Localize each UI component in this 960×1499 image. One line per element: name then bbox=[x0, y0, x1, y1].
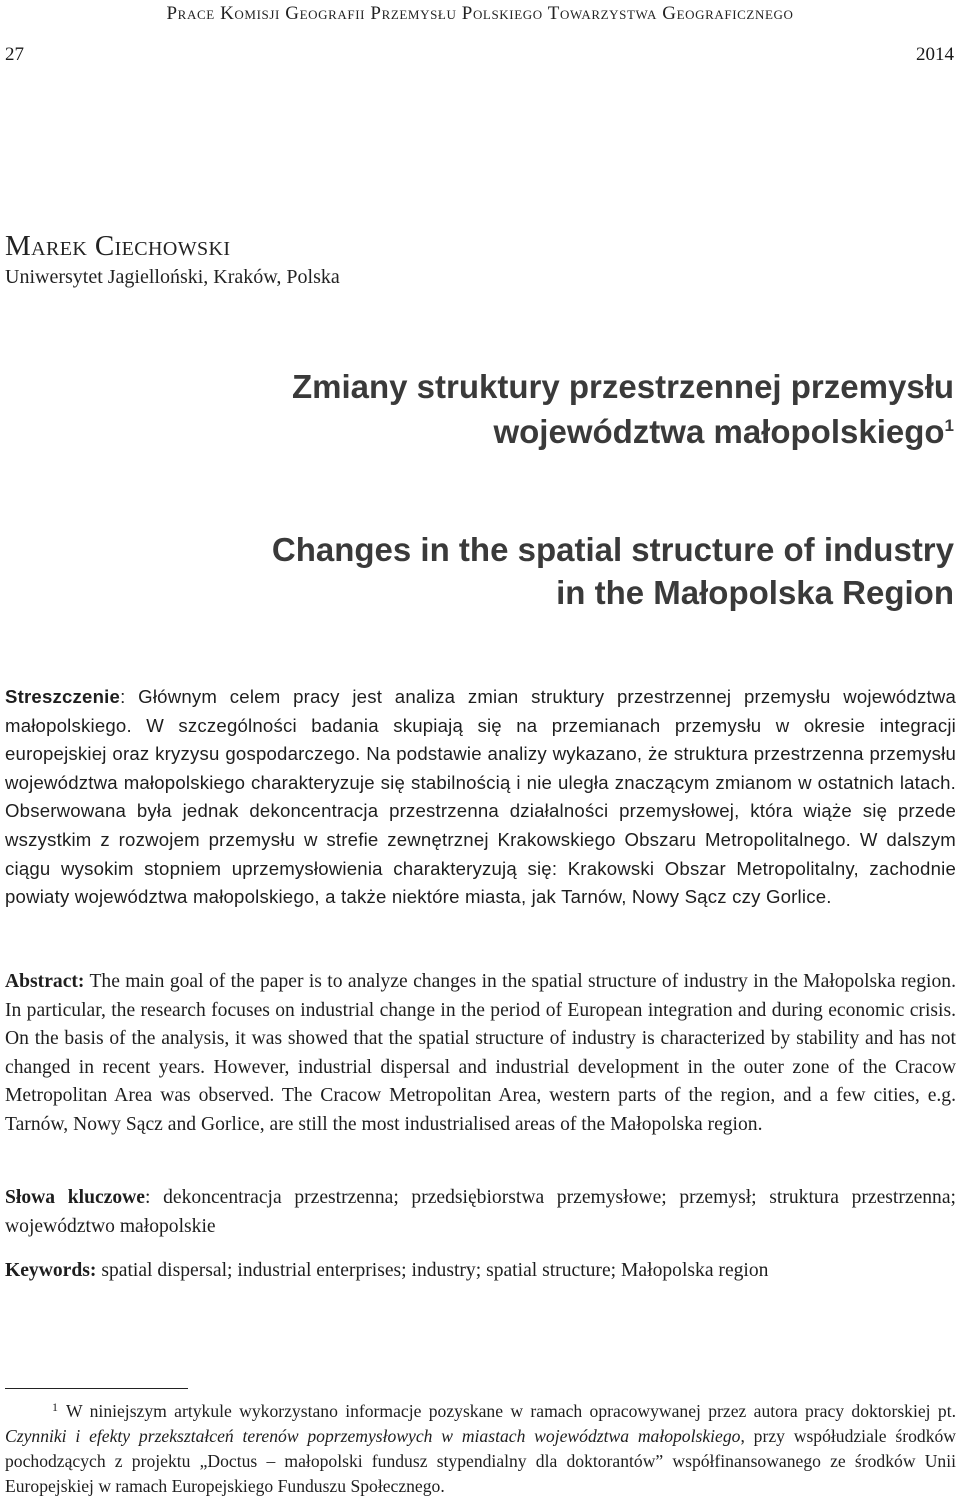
slowa-kluczowe-label: Słowa kluczowe bbox=[5, 1187, 146, 1208]
keywords-text: spatial dispersal; industrial enterprises; industry; spatial structure; Małopolska region bbox=[96, 1260, 769, 1281]
abstract-text: The main goal of the paper is to analyze changes in the spatial structure of industry in the Małopolska region. In particular, the research focuses on industrial change in the period of European integration and during economic crisis. On the basis of the analysis, it was showed that the spatial structure of industry is characterized by stability and has not changed in recent years. However, industrial dispersal and industrial development in the outer zone of the Cracow Metropolitan Area was observed. The Cracow Metropolitan Area, western parts of the region, and a few cities, e.g. Tarnów, Nowy Sącz and Gorlice, are still the most industrialised areas of the Małopolska region. bbox=[5, 971, 956, 1135]
title-en-line-1: Changes in the spatial structure of industry bbox=[271, 531, 954, 568]
keywords-label: Keywords: bbox=[5, 1260, 97, 1281]
volume-number: 27 bbox=[5, 44, 24, 65]
abstract-paragraph bbox=[5, 968, 956, 1139]
publication-year: 2014 bbox=[916, 44, 954, 65]
slowa-kluczowe-paragraph bbox=[5, 1183, 956, 1241]
streszczenie-label: Streszczenie bbox=[5, 686, 121, 707]
title-pl-line-2 bbox=[493, 413, 954, 451]
keywords-paragraph bbox=[5, 1257, 956, 1285]
footnote-italic-title: Czynniki i efekty przekształceń terenów poprzemysłowych w miastach województwa małopolskiego bbox=[5, 1426, 741, 1446]
abstract-label: Abstract: bbox=[5, 971, 85, 992]
footnote-text-before: W niniejszym artykule wykorzystano informacje pozyskane w ramach opracowywanej przez autora pracy doktorskiej pt. bbox=[66, 1401, 956, 1421]
footnote-number: 1 bbox=[52, 1400, 58, 1414]
title-en-line-2: in the Małopolska Region bbox=[556, 574, 954, 611]
footnote-divider bbox=[5, 1388, 188, 1389]
author-name: Marek Ciechowski bbox=[5, 230, 231, 262]
footnote-text-after: , przy współudziale środków pochodzących z projektu „Doctus – małopolski fundusz stypendialny dla doktorantów” współfinansowanego ze środków Unii Europejskiej w ramach Europejskiego Funduszu Społecznego. bbox=[5, 1426, 956, 1496]
slowa-kluczowe-text: : dekoncentracja przestrzenna; przedsiębiorstwa przemysłowe; przemysł; struktura przestrzenna; województwo małopolskie bbox=[5, 1187, 956, 1237]
journal-name: Prace Komisji Geografii Przemysłu Polskiego Towarzystwa Geograficznego bbox=[166, 3, 794, 24]
streszczenie-text: : Głównym celem pracy jest analiza zmian struktury przestrzennej przemysłu województwa małopolskiego. W szczególności badania skupiają się na przemianach przemysłu w okresie integracji europejskiej oraz kryzysu gospodarczego. Na podstawie analizy wykazano, że struktura przestrzenna przemysłu województwa małopolskiego charakteryzuje się stabilnością i nie uległa znaczącym zmianom w ostatnich latach. Obserwowana była jednak dekoncentracja przestrzenna działalności przemysłowej, która wiąże się przede wszystkim z rozwojem przemysłu w strefie zewnętrznej Krakowskiego Obszaru Metropolitalnego. W dalszym ciągu wysokim stopniem uprzemysłowienia charakteryzują się: Krakowski Obszar Metropolitalny, zachodnie powiaty województwa małopolskiego, a także niektóre miasta, jak Tarnów, Nowy Sącz czy Gorlice. bbox=[5, 686, 956, 908]
title-pl-line-2-text: województwa małopolskiego bbox=[493, 413, 945, 450]
footnote bbox=[5, 1395, 956, 1499]
author-affiliation: Uniwersytet Jagielloński, Kraków, Polska bbox=[5, 266, 340, 288]
streszczenie-paragraph bbox=[5, 683, 956, 912]
title-footnote-mark: 1 bbox=[944, 416, 954, 435]
title-pl-line-1: Zmiany struktury przestrzennej przemysłu bbox=[291, 368, 954, 405]
